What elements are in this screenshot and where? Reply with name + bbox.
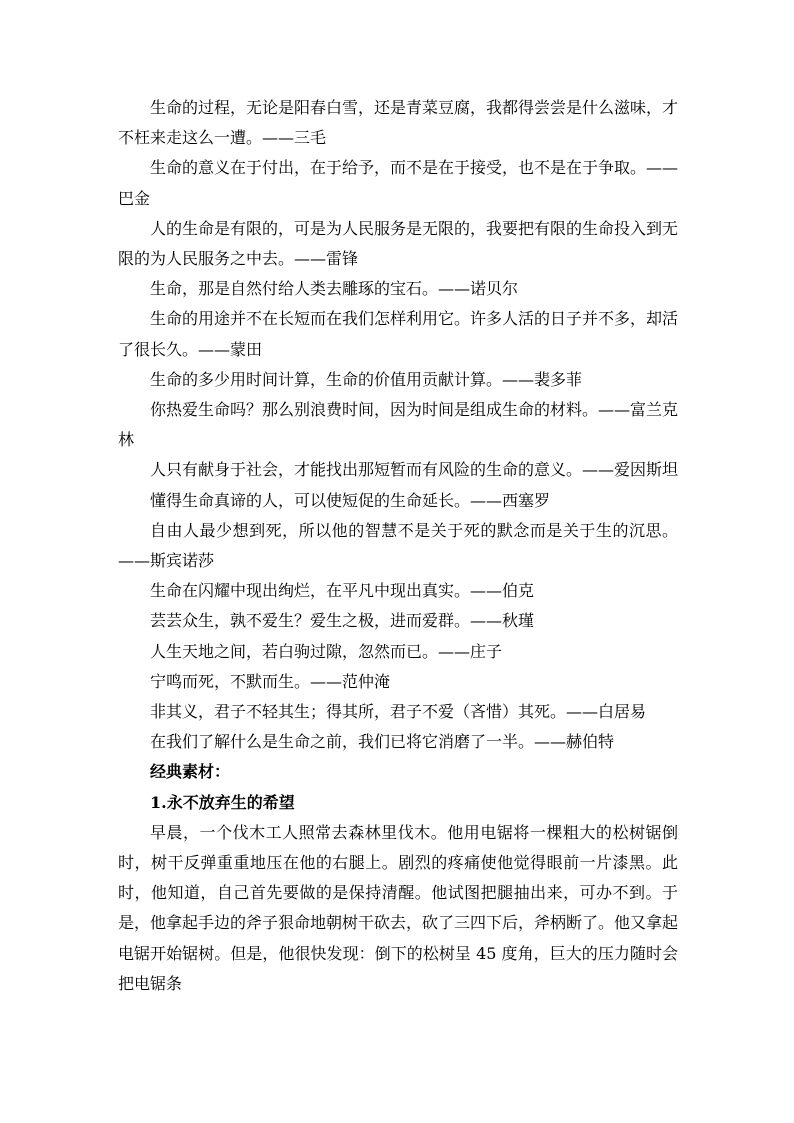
quote-paragraph: 宁鸣而死，不默而生。——范仲淹	[150, 671, 391, 691]
quote-paragraph: 人只有献身于社会，才能找出那短暂而有风险的生命的意义。——爱因斯坦	[150, 460, 679, 480]
quote-paragraph: 生命的多少用时间计算，生命的价值用贡献计算。——裴多菲	[150, 369, 583, 389]
quote-paragraph: 生命的用途并不在长短而在我们怎样利用它。许多人活的日子并不多，却活了很长久。——蒙田	[118, 309, 679, 359]
quote-paragraph: 你热爱生命吗？那么别浪费时间，因为时间是组成生命的材料。——富兰克林	[118, 400, 679, 450]
quote-paragraph: 人的生命是有限的，可是为人民服务是无限的，我要把有限的生命投入到无限的为人民服务之中去。——雷锋	[118, 218, 679, 269]
quote-paragraph: 生命的过程，无论是阳春白雪，还是青菜豆腐，我都得尝尝是什么滋味，才不枉来走这么一遭。——三毛	[118, 98, 679, 148]
quote-paragraph: 生命的意义在于付出，在于给予，而不是在于接受，也不是在于争取。——巴金	[118, 158, 679, 208]
story-body: 早晨，一个伐木工人照常去森林里伐木。他用电锯将一棵粗大的松树锯倒时，树干反弹重重地压在他的右腿上。剧烈的疼痛使他觉得眼前一片漆黑。此时，他知道，自己首先要做的是保持清醒。他试图把腿抽出来，可办不到。于是，他拿起手边的斧子狠命地朝树干砍去，砍了三四下后，斧柄断了。他又拿起电锯开始锯树。但是，他很快发现：倒下的松树呈 45 度角，巨大的压力随时会把电锯条	[118, 822, 679, 993]
quote-paragraph: 自由人最少想到死，所以他的智慧不是关于死的默念而是关于生的沉思。——斯宾诺莎	[118, 520, 678, 571]
quote-paragraph: 在我们了解什么是生命之前，我们已将它消磨了一半。——赫伯特	[150, 732, 615, 752]
quote-paragraph: 人生天地之间，若白驹过隙，忽然而已。——庄子	[150, 641, 503, 661]
quote-paragraph: 非其义，君子不轻其生；得其所，君子不爱（吝惜）其死。——白居易	[150, 702, 647, 722]
quote-paragraph: 生命在闪耀中现出绚烂，在平凡中现出真实。——伯克	[150, 581, 535, 601]
document-page	[118, 93, 678, 999]
quote-paragraph: 懂得生命真谛的人，可以使短促的生命延长。——西塞罗	[150, 490, 551, 510]
story-title: 1.永不放弃生的希望	[150, 792, 295, 812]
section-heading: 经典素材：	[150, 762, 231, 782]
quote-paragraph: 芸芸众生，孰不爱生？爱生之极，进而爱群。——秋瑾	[150, 611, 535, 631]
quote-paragraph: 生命，那是自然付给人类去雕琢的宝石。——诺贝尔	[150, 279, 519, 299]
